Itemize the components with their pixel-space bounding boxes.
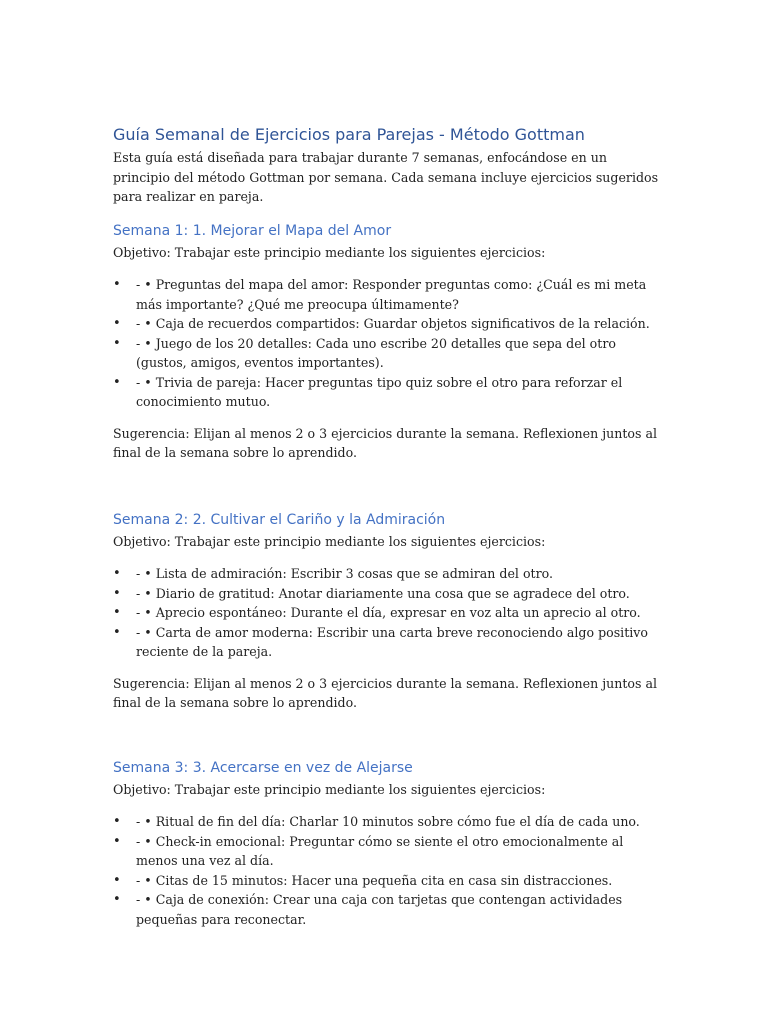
document-title: Guía Semanal de Ejercicios para Parejas - Método Gottman [113,125,585,144]
list-item [113,584,660,604]
bullet-icon: • [113,316,121,331]
exercise-list [113,812,660,929]
list-item [113,275,660,314]
week-objective: Objetivo: Trabajar este principio mediante los siguientes ejercicios: [113,244,546,260]
exercise-text: - • Caja de recuerdos compartidos: Guardar objetos significativos de la relación. [136,316,650,331]
bullet-icon: • [113,833,121,849]
list-item [113,623,660,662]
bullet-icon: • [113,566,121,581]
exercise-text: - • Ritual de fin del día: Charlar 10 minutos sobre cómo fue el día de cada uno. [136,814,640,829]
bullet-icon: • [113,605,121,620]
bullet-icon: • [113,814,121,829]
bullet-icon: • [113,585,121,601]
bullet-icon: • [113,872,121,888]
exercise-text: - • Preguntas del mapa del amor: Responder preguntas como: ¿Cuál es mi meta más importante? ¿Qué me preocupa últimamente? [136,277,647,312]
list-item [113,603,660,623]
exercise-text: - • Diario de gratitud: Anotar diariamente una cosa que se agradece del otro. [136,585,630,601]
exercise-text: - • Trivia de pareja: Hacer preguntas tipo quiz sobre el otro para reforzar el conocimiento mutuo. [136,374,623,409]
exercise-text: - • Citas de 15 minutos: Hacer una pequeña cita en casa sin distracciones. [136,872,613,888]
exercise-list [113,564,660,662]
list-item [113,564,660,584]
week-suggestion: Sugerencia: Elijan al menos 2 o 3 ejercicios durante la semana. Reflexionen juntos al final de la semana sobre lo aprendido. [113,425,658,460]
bullet-icon: • [113,374,121,390]
exercise-text: - • Aprecio espontáneo: Durante el día, expresar en voz alta un aprecio al otro. [136,605,641,620]
bullet-icon: • [113,335,121,351]
exercise-text: - • Lista de admiración: Escribir 3 cosas que se admiran del otro. [136,566,553,581]
list-item [113,373,660,412]
list-item [113,314,660,334]
exercise-text: - • Caja de conexión: Crear una caja con tarjetas que contengan actividades pequeñas para reconectar. [136,892,623,927]
week-heading: Semana 3: 3. Acercarse en vez de Alejarse [113,759,413,776]
week-section-1 [113,221,660,463]
bullet-icon: • [113,624,121,640]
week-objective: Objetivo: Trabajar este principio mediante los siguientes ejercicios: [113,533,546,549]
list-item [113,871,660,891]
exercise-text: - • Juego de los 20 detalles: Cada uno escribe 20 detalles que sepa del otro (gustos, amigos, eventos importantes). [136,335,616,370]
list-item [113,890,660,929]
bullet-icon: • [113,892,121,907]
list-item [113,812,660,832]
document-intro: Esta guía está diseñada para trabajar durante 7 semanas, enfocándose en un principio del método Gottman por semana. Cada semana incluye ejercicios sugeridos para realizar en pareja. [113,150,659,204]
exercise-list [113,275,660,412]
week-section-3 [113,758,660,930]
week-heading: Semana 1: 1. Mejorar el Mapa del Amor [113,222,392,239]
week-heading: Semana 2: 2. Cultivar el Cariño y la Admiración [113,511,446,528]
bullet-icon: • [113,277,121,292]
list-item [113,334,660,373]
week-objective: Objetivo: Trabajar este principio mediante los siguientes ejercicios: [113,781,546,797]
week-suggestion: Sugerencia: Elijan al menos 2 o 3 ejercicios durante la semana. Reflexionen juntos al final de la semana sobre lo aprendido. [113,675,658,710]
exercise-text: - • Check-in emocional: Preguntar cómo se siente el otro emocionalmente al menos una vez al día. [136,833,624,868]
exercise-text: - • Carta de amor moderna: Escribir una carta breve reconociendo algo positivo reciente de la pareja. [136,624,648,659]
week-section-2 [113,510,660,713]
list-item [113,832,660,871]
